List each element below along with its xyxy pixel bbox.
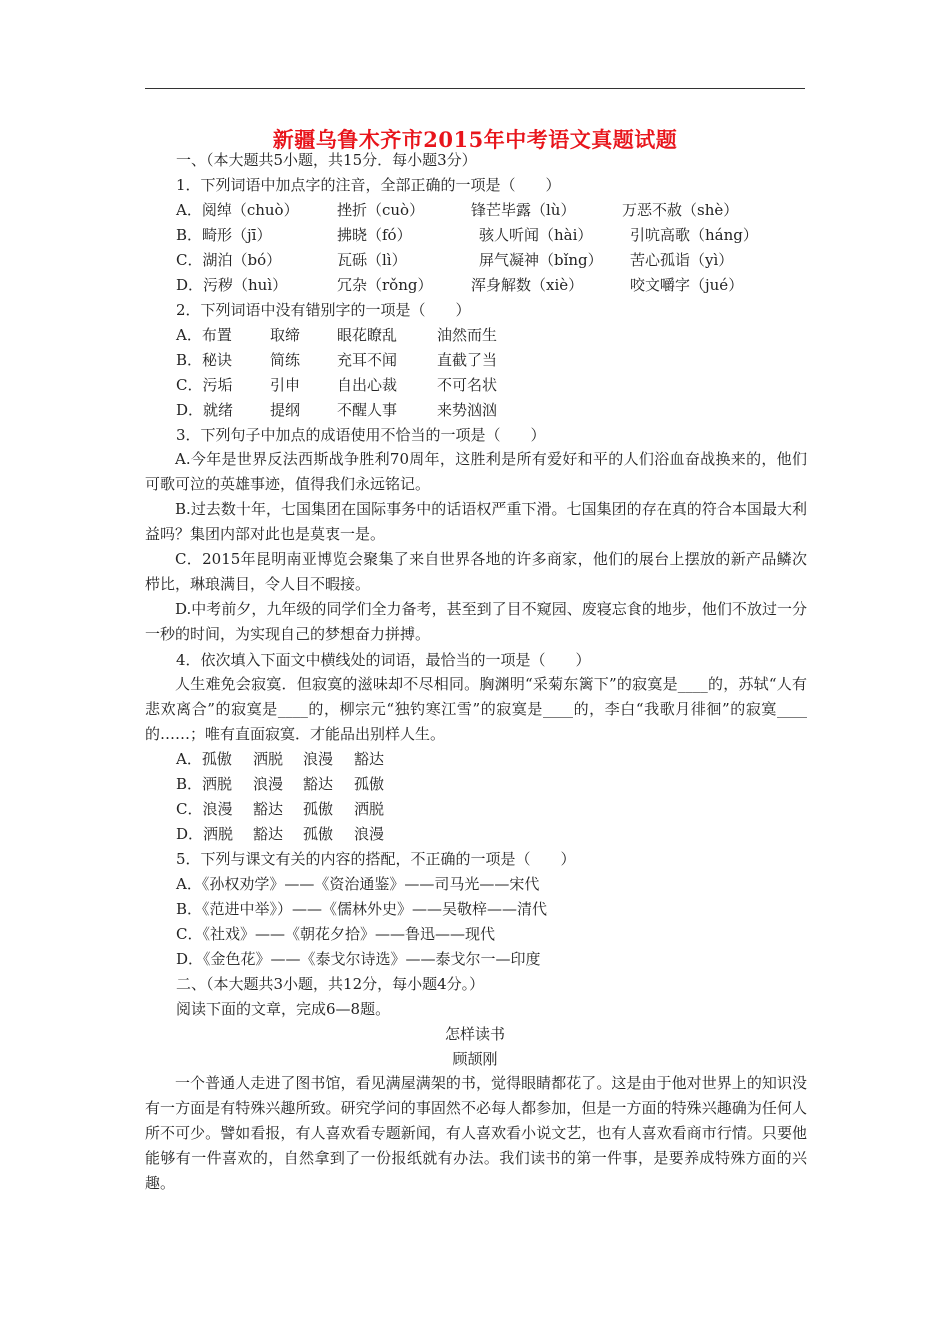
q3-option-d: D.中考前夕，九年级的同学们全力备考，甚至到了目不窥园、废寝忘食的地步，他们不放过一分一秒的时间，为实现自己的梦想奋力拼搏。: [145, 600, 807, 643]
q5-option-d: D．《金色花》——《泰戈尔诗选》——泰戈尔一—印度: [176, 950, 541, 968]
q2-option-d-1: D．就绪: [176, 401, 234, 419]
q2-option-c-4: 不可名状: [437, 376, 498, 394]
q2-option-a-3: 眼花瞭乱: [337, 326, 398, 344]
q1-option-b-1: B．畸形（jī）: [176, 226, 272, 244]
q1-option-a-3: 锋芒毕露（lù）: [471, 201, 576, 219]
article-author: 顾颉刚: [452, 1050, 498, 1068]
q1-option-a-1: A．阅绰（chuò）: [176, 201, 299, 219]
q2-option-d-3: 不醒人事: [337, 401, 398, 419]
q4-option-b-4: 孤傲: [354, 775, 385, 793]
q4-option-a-4: 豁达: [354, 750, 385, 768]
q5-option-c: C．《社戏》——《朝花夕拾》——鲁迅——现代: [176, 925, 495, 943]
q4-option-c-2: 豁达: [253, 800, 284, 818]
q1-stem: 1．下列词语中加点字的注音，全部正确的一项是（ ）: [176, 176, 561, 194]
q4-option-a-1: A．孤傲: [176, 750, 232, 768]
q1-option-c-1: C．湖泊（bó）: [176, 251, 282, 269]
article-title: 怎样读书: [444, 1025, 505, 1043]
q2-option-d-4: 来势汹汹: [437, 401, 498, 419]
q3-option-b: B.过去数十年，七国集团在国际事务中的话语权严重下滑。七国集团的存在真的符合本国最大利益吗？集团内部对此也是莫衷一是。: [145, 500, 807, 543]
q2-option-b-1: B．秘诀: [176, 351, 233, 369]
q4-option-d-2: 豁达: [253, 825, 284, 843]
q1-option-c-3: 屏气凝神（bǐng）: [479, 251, 603, 269]
q5-option-a: A．《孙权劝学》——《资治通鉴》——司马光——宋代: [176, 875, 540, 893]
q1-option-b-4: 引吭高歌（háng）: [630, 226, 758, 244]
section-1-header: 一、（本大题共5小题，共15分．每小题3分）: [176, 151, 477, 169]
q4-option-d-3: 孤傲: [303, 825, 334, 843]
q2-option-a-4: 油然而生: [437, 326, 498, 344]
q4-option-a-2: 洒脱: [253, 750, 284, 768]
q2-stem: 2．下列词语中没有错别字的一项是（ ）: [176, 301, 471, 319]
q3-stem: 3．下列句子中加点的成语使用不恰当的一项是（ ）: [176, 426, 546, 444]
q5-stem: 5．下列与课文有关的内容的搭配，不正确的一项是（ ）: [176, 850, 576, 868]
q2-option-b-2: 简练: [270, 351, 301, 369]
q4-option-d-1: D．洒脱: [176, 825, 234, 843]
q4-option-a-3: 浪漫: [303, 750, 334, 768]
section-2-header: 二、（本大题共3小题，共12分，每小题4分。）: [176, 975, 485, 993]
q4-option-b-2: 浪漫: [253, 775, 284, 793]
q2-option-c-2: 引申: [270, 376, 301, 394]
q2-option-c-1: C．污垢: [176, 376, 233, 394]
q1-option-d-1: D．污秽（huì）: [176, 276, 288, 294]
q1-option-d-3: 浑身解数（xiè）: [471, 276, 584, 294]
q4-option-c-4: 洒脱: [354, 800, 385, 818]
q4-option-c-3: 孤傲: [303, 800, 334, 818]
q2-option-d-2: 提纲: [270, 401, 301, 419]
header-rule: [145, 88, 805, 89]
q3-option-a: A.今年是世界反法西斯战争胜利70周年，这胜利是所有爱好和平的人们浴血奋战换来的，他们可歌可泣的英雄事迹，值得我们永远铭记。: [145, 450, 807, 493]
q1-option-d-4: 咬文嚼字（jué）: [630, 276, 744, 294]
page-title: 新疆乌鲁木齐市2015年中考语文真题试题: [272, 127, 678, 152]
q1-option-a-2: 挫折（cuò）: [337, 201, 425, 219]
q1-option-c-2: 瓦砾（lì）: [337, 251, 407, 269]
q1-option-b-2: 拂晓（fó）: [337, 226, 412, 244]
q4-stem: 4．依次填入下面文中横线处的词语，最恰当的一项是（ ）: [176, 651, 591, 669]
q4-option-b-3: 豁达: [303, 775, 334, 793]
q5-option-b: B．《范进中举》）——《儒林外史》——吴敬梓——清代: [176, 900, 548, 918]
article-paragraph-1: 一个普通人走进了图书馆，看见满屋满架的书，觉得眼睛都花了。这是由于他对世界上的知识没有一方面是有特殊兴趣所致。研究学问的事固然不必每人都参加，但是一方面的特殊兴趣确为任何人所不可少。譬如看报，有人喜欢看专题新闻，有人喜欢看小说文艺，也有人喜欢看商市行情。只要他能够有一件喜欢的，自然拿到了一份报纸就有办法。我们读书的第一件事，是要养成特殊方面的兴趣。: [145, 1074, 807, 1192]
q2-option-b-3: 充耳不闻: [337, 351, 398, 369]
section-2-instruction: 阅读下面的文章，完成6—8题。: [176, 1000, 391, 1018]
q4-passage: 人生难免会寂寞．但寂寞的滋味却不尽相同。胸渊明“采菊东篱下”的寂寞是____的，苏轼“人有悲欢离合”的寂寞是____的，柳宗元“独钓寒江雪”的寂寞是____的，李白“我歌月徘徊”的寂寞____的……；唯有直面寂寞．才能品出别样人生。: [145, 675, 807, 743]
q2-option-c-3: 自出心裁: [337, 376, 398, 394]
q1-option-c-4: 苦心孤诣（yì）: [630, 251, 734, 269]
q2-option-a-1: A．布置: [176, 326, 232, 344]
q1-option-b-3: 骇人听闻（hài）: [479, 226, 593, 244]
q1-option-a-4: 万恶不赦（shè）: [622, 201, 739, 219]
q2-option-a-2: 取缔: [270, 326, 301, 344]
q4-option-c-1: C．浪漫: [176, 800, 233, 818]
q3-option-c: C．2015年昆明南亚博览会聚集了来自世界各地的许多商家，他们的展台上摆放的新产品鳞次栉比，琳琅满目，令人目不暇接。: [145, 550, 807, 593]
q1-option-d-2: 冗杂（rǒng）: [337, 276, 433, 294]
q4-option-b-1: B．洒脱: [176, 775, 233, 793]
q2-option-b-4: 直截了当: [437, 351, 498, 369]
q4-option-d-4: 浪漫: [354, 825, 385, 843]
